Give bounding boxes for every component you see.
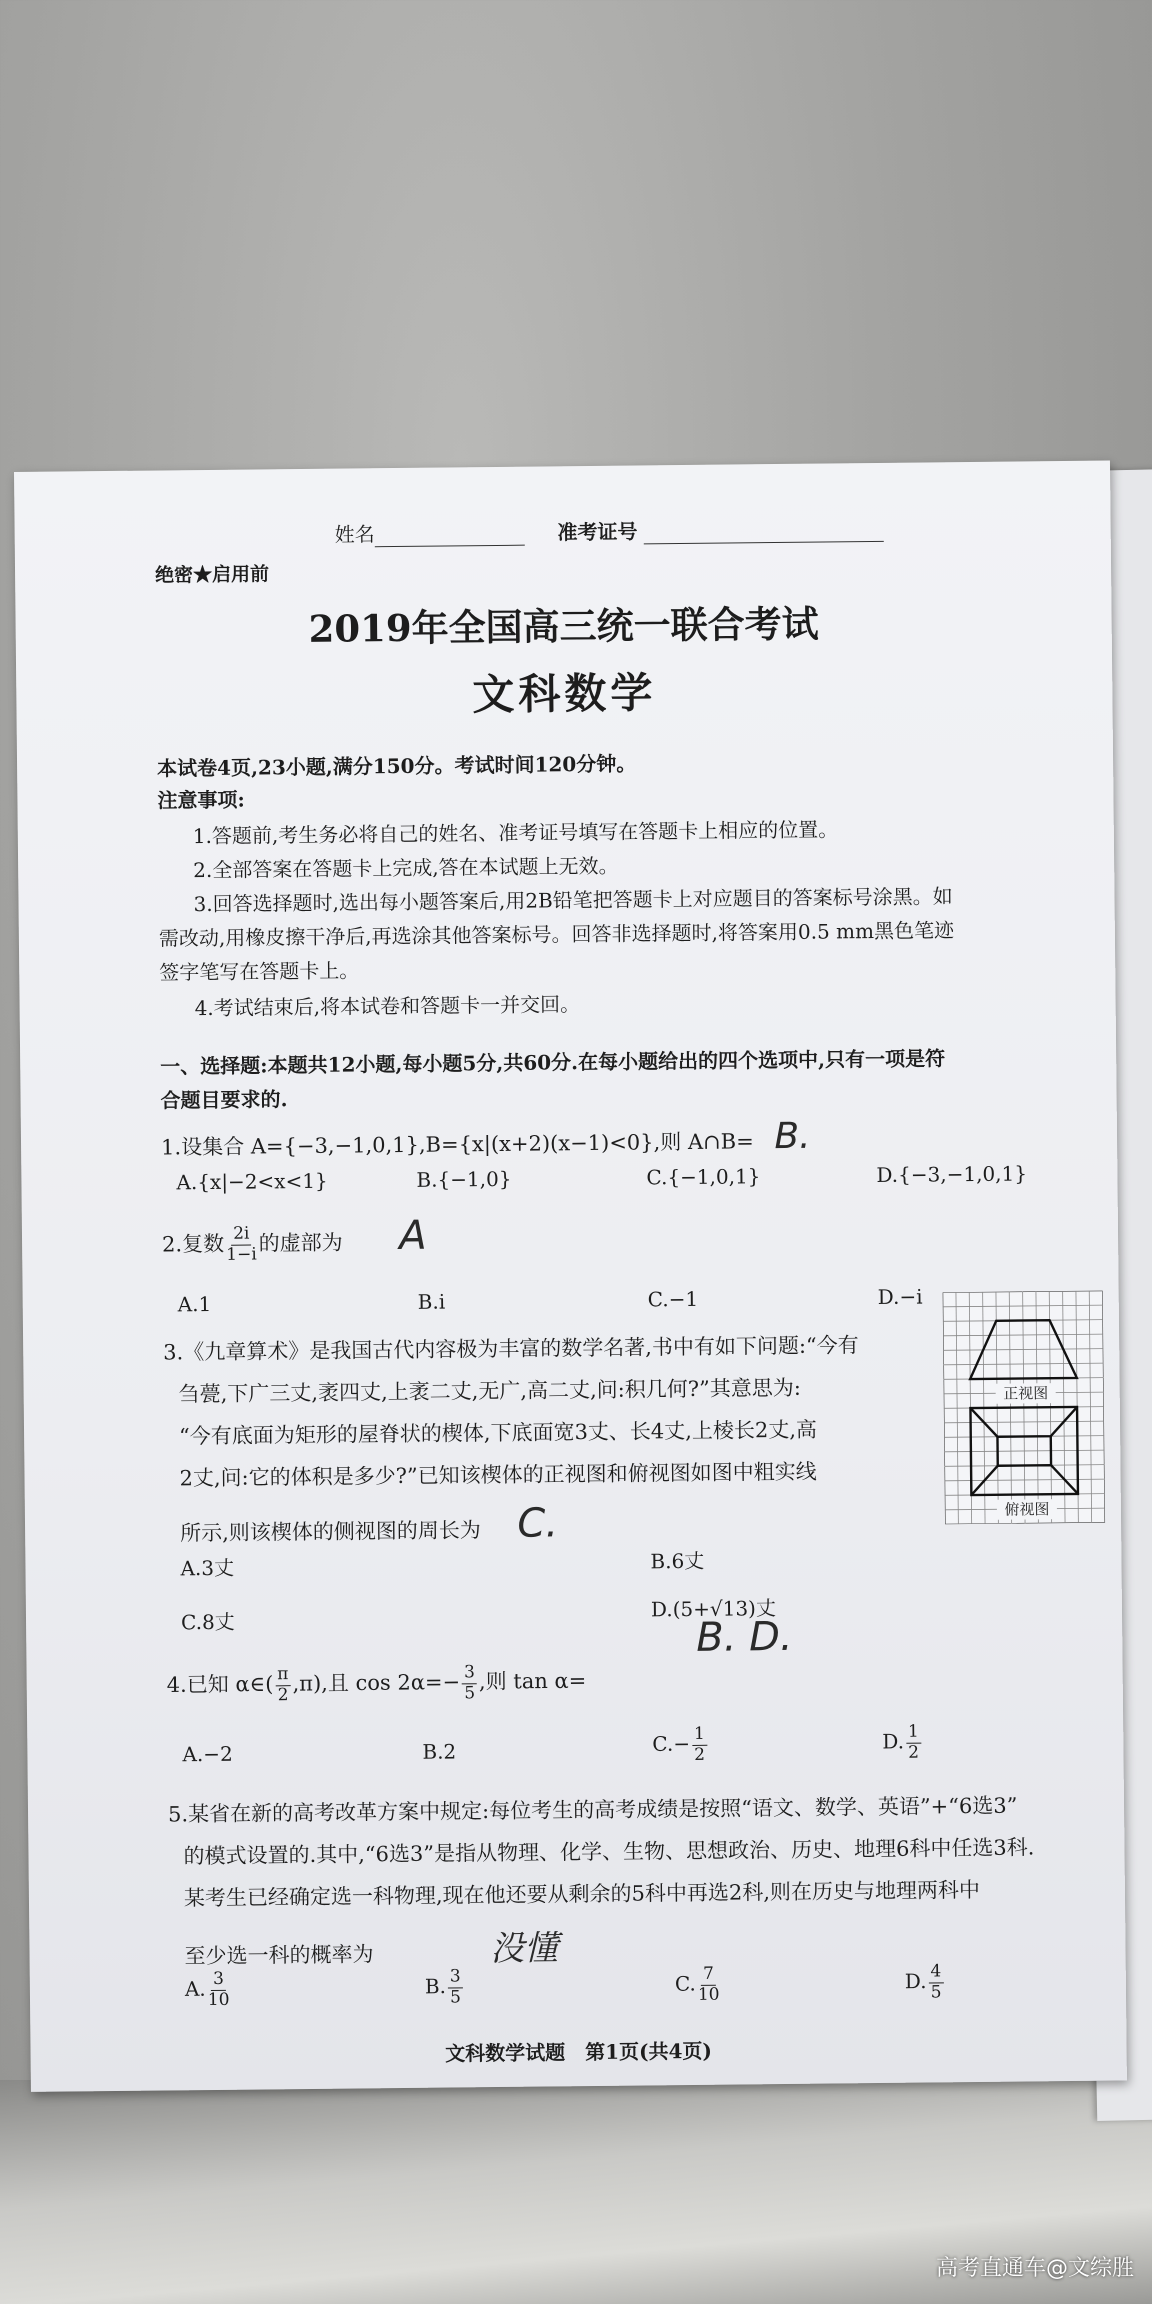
q3-option-a: A.3丈 [180,1555,235,1581]
q5-d-num: 4 [928,1962,943,1983]
q4-c-num: 1 [692,1725,707,1746]
q2-text-post: 的虚部为 [258,1230,343,1256]
q4-cos-den: 5 [464,1682,476,1703]
question-5-line: 的模式设置的.其中,“6选3”是指从物理、化学、生物、思想政治、历史、地理6科中任选3科. [183,1835,1035,1869]
q5-option-b [425,1967,465,2008]
question-5-line: 5.某省在新的高考改革方案中规定:每位考生的高考成绩是按照“语文、数学、英语”+“6选3” [167,1793,1018,1827]
q2-frac-den: 1−i [226,1244,257,1265]
q2-handwritten-answer: A [399,1212,427,1260]
exam-subject: 文科数学 [472,668,657,720]
notice-item: 2.全部答案在答题卡上完成,答在本试题上无效。 [193,853,619,883]
question-4-stem [167,1662,587,1706]
q5-d-den: 5 [930,1981,942,2003]
q5-option-a [185,1970,232,2011]
q3-handwritten-note: B. D. [696,1613,793,1661]
q1-text: 1.设集合 A={−3,−1,0,1},B={x|(x+2)(x−1)<0},则 A∩B= [160,1129,754,1160]
q4-option-d [882,1723,923,1764]
top-view-label: 俯视图 [1004,1500,1050,1519]
q4-d-num: 1 [906,1723,921,1744]
question-3-line: 3.《九章算术》是我国古代内容极为丰富的数学名著,书中有如下问题:“今有 [163,1333,859,1365]
question-5-line [184,1920,558,1973]
exam-title: 2019年全国高三统一联合考试 [308,601,819,651]
q5-b-num: 3 [448,1967,463,1988]
question-3-line: 刍甍,下广三丈,袤四丈,上袤二丈,无广,高二丈,问:积几何?”其意思为: [178,1375,801,1407]
notice-item: 签字笔写在答题卡上。 [159,958,360,985]
q1-option-b: B.{−1,0} [416,1166,512,1192]
question-3-line: 2丈,问:它的体积是多少?”已知该楔体的正视图和俯视图如图中粗实线 [179,1459,817,1491]
q3-option-b: B.6丈 [650,1548,705,1574]
q5-a-label: A. [184,1976,206,2001]
name-field-line [375,527,525,548]
intro-text: 本试卷4页,23小题,满分150分。考试时间120分钟。 [156,751,637,781]
notice-heading: 注意事项: [157,787,245,813]
name-label: 姓名 [334,522,375,547]
front-view-label: 正视图 [1003,1384,1049,1403]
q2-fraction [226,1225,257,1265]
secret-label: 绝密★启用前 [154,563,270,587]
q4-text-pre: 4.已知 α∈( [166,1671,274,1698]
q4-text-post: ,则 tan α= [478,1668,587,1694]
name-fields [335,513,884,548]
q5-d-fraction [928,1962,943,2002]
q4-option-a: A.−2 [182,1741,233,1767]
q3-option-d: D.(5+√13)丈 [650,1596,777,1622]
page-footer: 文科数学试题 第1页(共4页) [445,2038,713,2066]
q2-option-d: D.−i [877,1284,923,1310]
q2-text-pre: 2.复数 [161,1231,225,1257]
id-field-line [643,523,883,545]
q4-text-mid: ,π),且 cos 2α=− [292,1669,461,1696]
q4-option-b: B.2 [422,1739,457,1764]
notice-item: 1.答题前,考生务必将自己的姓名、准考证号填写在答题卡上相应的位置。 [192,817,839,849]
q5-a-fraction [208,1970,230,2010]
q5-handwritten-note: 没懂 [489,1928,559,1970]
q1-handwritten-answer: B. [774,1115,811,1158]
section-heading-cont: 合题目要求的. [160,1087,288,1113]
q4-d-den: 2 [908,1742,920,1763]
q5-c-fraction [698,1965,720,2005]
q5-c-label: C. [674,1971,696,1996]
notice-item: 3.回答选择题时,选出每小题答案后,用2B铅笔把答题卡上对应题目的答案标号涂黑。如 [193,884,953,917]
q5-option-d [905,1962,946,2003]
q5-a-den: 10 [207,1989,230,2010]
q4-c-den: 2 [694,1744,706,1765]
q4-d-fraction [906,1723,921,1763]
question-2-stem [162,1213,427,1266]
question-5-line: 某考生已经确定选一科物理,现在他还要从剩余的5科中再选2科,则在历史与地理两科中 [183,1877,981,1911]
q5-b-den: 5 [449,1986,461,2008]
q3-option-c: C.8丈 [180,1609,235,1635]
q5-c-num: 7 [701,1965,716,1986]
q2-option-b: B.i [417,1289,446,1314]
q3-last-line: 所示,则该楔体的侧视图的周长为 [179,1518,481,1546]
q4-cos-num: 3 [462,1663,477,1684]
q4-option-c [652,1725,709,1766]
q4-pi-fraction [275,1665,291,1705]
watermark-text: 高考直通车@文综胜 [935,2256,1134,2281]
q4-pi-den: 2 [277,1684,289,1705]
question-1-stem [161,1116,811,1164]
q1-option-c: C.{−1,0,1} [646,1164,761,1190]
notice-item: 需改动,用橡皮擦干净后,再选涂其他答案标号。回答非选择题时,将答案用0.5 mm黑色笔迹 [158,918,955,951]
q5-last-line: 至少选一科的概率为 [184,1942,374,1969]
exam-paper [14,461,1127,2092]
q4-c-label: C.− [652,1731,691,1756]
q2-frac-num: 2i [231,1225,251,1246]
notice-item: 4.考试结束后,将本试卷和答题卡一并交回。 [194,992,581,1021]
q5-c-den: 10 [697,1984,720,2005]
q1-option-d: D.{−3,−1,0,1} [876,1161,1028,1188]
q3-handwritten-answer: C. [517,1500,559,1547]
q2-option-c: C.−1 [647,1286,699,1312]
section-heading: 一、选择题:本题共12小题,每小题5分,共60分.在每小题给出的四个选项中,只有一项是符 [160,1046,946,1079]
q1-option-a: A.{x|−2<x<1} [176,1168,328,1195]
question-3-line: “今有底面为矩形的屋脊状的楔体,下底面宽3丈、长4丈,上棱长2丈,高 [178,1417,818,1449]
q5-d-label: D. [904,1969,927,1994]
wedge-views-figure [943,1291,1105,1525]
q5-b-label: B. [424,1974,447,1999]
id-label: 准考证号 [557,519,638,545]
q4-cos-fraction [462,1663,477,1703]
question-3-line [180,1500,558,1550]
q4-pi-num: π [275,1665,290,1686]
q4-d-label: D. [882,1729,905,1754]
q5-a-num: 3 [211,1970,226,1991]
q2-option-a: A.1 [177,1291,212,1317]
q5-b-fraction [448,1967,463,2007]
q5-option-c [675,1965,722,2006]
q4-c-fraction [692,1725,707,1765]
